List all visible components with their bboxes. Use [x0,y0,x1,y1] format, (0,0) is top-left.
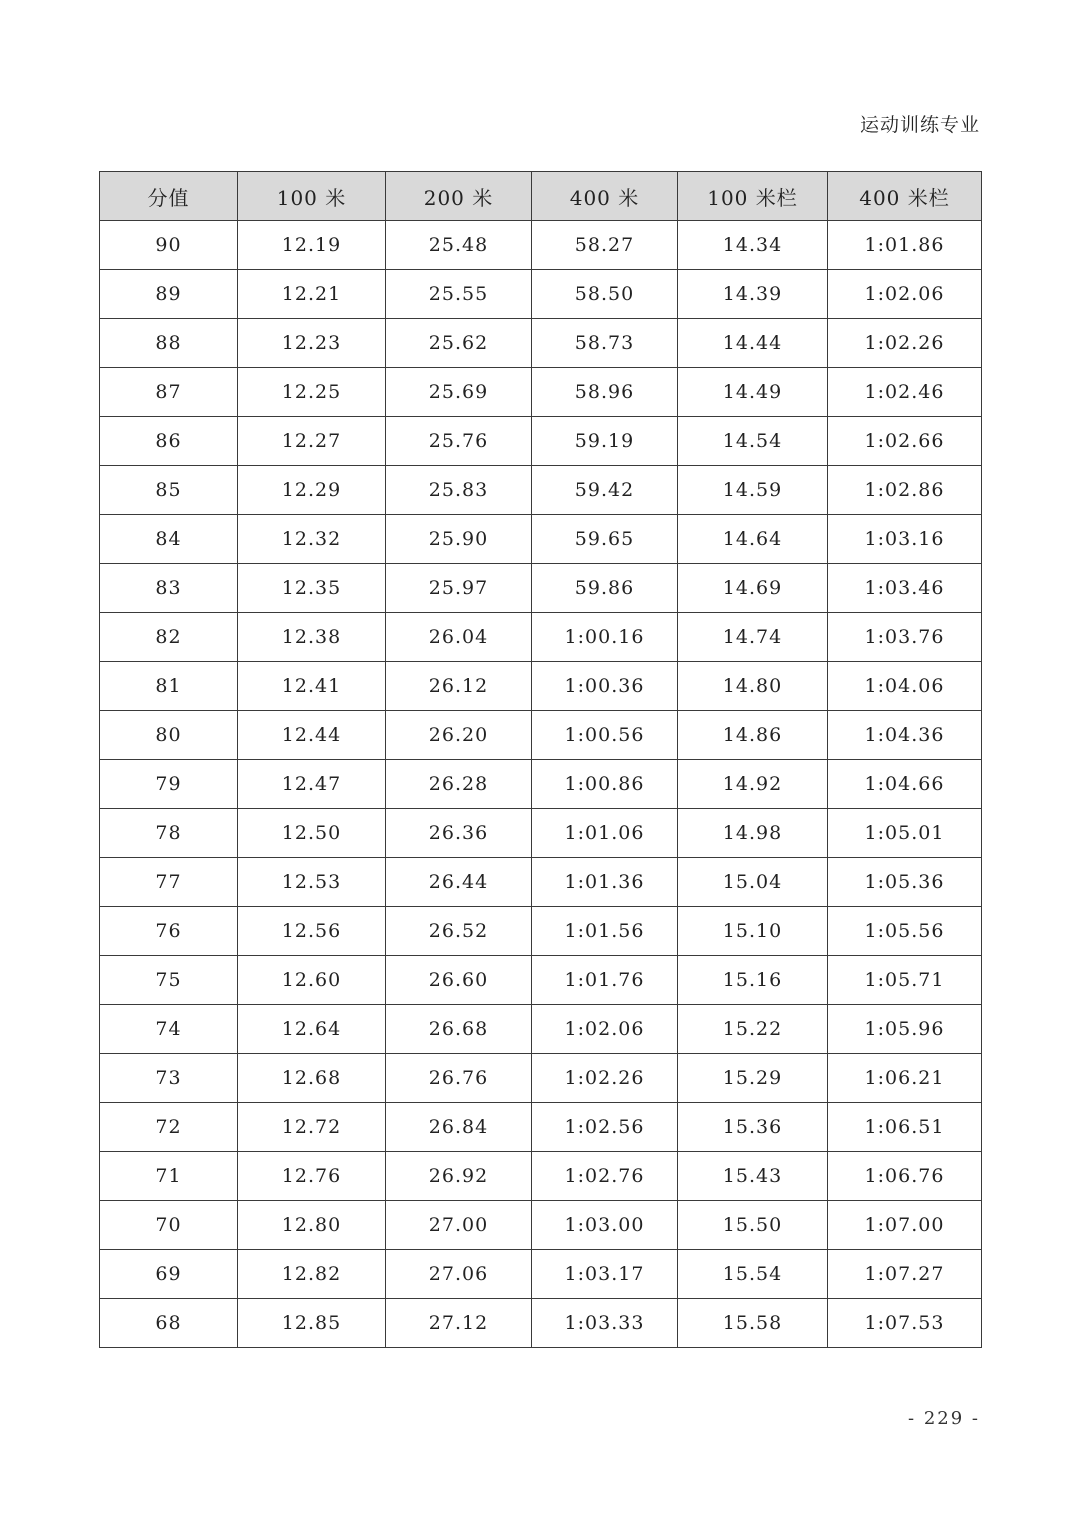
cell-score: 88 [100,319,238,368]
cell-score: 68 [100,1299,238,1348]
cell-400m: 1:02.26 [532,1054,678,1103]
table-row [100,956,982,1005]
cell-400m: 1:01.36 [532,858,678,907]
cell-100m-hurdles: 15.10 [678,907,828,956]
cell-400m-hurdles: 1:07.00 [828,1201,982,1250]
cell-400m-hurdles: 1:06.21 [828,1054,982,1103]
cell-score: 71 [100,1152,238,1201]
cell-100m-hurdles: 15.50 [678,1201,828,1250]
cell-400m: 58.27 [532,221,678,270]
cell-400m: 58.73 [532,319,678,368]
cell-100m: 12.21 [238,270,386,319]
cell-200m: 26.04 [386,613,532,662]
table-row [100,1299,982,1348]
cell-400m: 1:03.33 [532,1299,678,1348]
cell-400m: 1:02.56 [532,1103,678,1152]
cell-400m: 1:02.06 [532,1005,678,1054]
cell-score: 82 [100,613,238,662]
cell-200m: 26.60 [386,956,532,1005]
cell-400m-hurdles: 1:02.86 [828,466,982,515]
cell-200m: 26.68 [386,1005,532,1054]
table-row [100,1152,982,1201]
cell-100m: 12.47 [238,760,386,809]
cell-400m: 59.65 [532,515,678,564]
cell-400m: 1:01.56 [532,907,678,956]
cell-400m: 1:03.00 [532,1201,678,1250]
cell-score: 86 [100,417,238,466]
cell-score: 77 [100,858,238,907]
cell-100m-hurdles: 14.92 [678,760,828,809]
table-row [100,221,982,270]
cell-200m: 27.00 [386,1201,532,1250]
cell-100m: 12.72 [238,1103,386,1152]
column-header-score: 分值 [100,172,238,221]
table-row [100,1054,982,1103]
cell-score: 81 [100,662,238,711]
cell-score: 80 [100,711,238,760]
table-row [100,270,982,319]
cell-100m: 12.23 [238,319,386,368]
cell-100m: 12.53 [238,858,386,907]
cell-100m-hurdles: 15.43 [678,1152,828,1201]
cell-400m: 58.96 [532,368,678,417]
cell-200m: 25.97 [386,564,532,613]
cell-score: 79 [100,760,238,809]
column-header-400m-hurdles: 400 米栏 [828,172,982,221]
cell-400m: 1:01.06 [532,809,678,858]
cell-100m: 12.19 [238,221,386,270]
cell-200m: 25.90 [386,515,532,564]
cell-score: 75 [100,956,238,1005]
table-row [100,613,982,662]
cell-400m-hurdles: 1:05.96 [828,1005,982,1054]
cell-100m: 12.76 [238,1152,386,1201]
cell-100m: 12.80 [238,1201,386,1250]
cell-200m: 26.76 [386,1054,532,1103]
table-row [100,711,982,760]
table-row [100,760,982,809]
cell-200m: 26.92 [386,1152,532,1201]
column-header-200m: 200 米 [386,172,532,221]
cell-score: 89 [100,270,238,319]
cell-400m: 59.19 [532,417,678,466]
cell-400m-hurdles: 1:03.46 [828,564,982,613]
table-row [100,1201,982,1250]
table-row [100,319,982,368]
cell-score: 70 [100,1201,238,1250]
cell-score: 78 [100,809,238,858]
cell-100m: 12.32 [238,515,386,564]
cell-100m: 12.29 [238,466,386,515]
column-header-100m-hurdles: 100 米栏 [678,172,828,221]
score-table [99,171,982,1348]
cell-score: 76 [100,907,238,956]
cell-100m-hurdles: 15.54 [678,1250,828,1299]
cell-200m: 27.06 [386,1250,532,1299]
cell-200m: 25.62 [386,319,532,368]
cell-400m-hurdles: 1:05.71 [828,956,982,1005]
cell-400m-hurdles: 1:03.16 [828,515,982,564]
cell-score: 85 [100,466,238,515]
table-row [100,809,982,858]
cell-400m: 1:00.16 [532,613,678,662]
cell-200m: 26.12 [386,662,532,711]
table-row [100,515,982,564]
cell-400m-hurdles: 1:05.56 [828,907,982,956]
cell-100m-hurdles: 14.74 [678,613,828,662]
cell-400m-hurdles: 1:02.46 [828,368,982,417]
cell-100m-hurdles: 14.64 [678,515,828,564]
cell-400m-hurdles: 1:03.76 [828,613,982,662]
cell-100m: 12.27 [238,417,386,466]
cell-400m: 59.86 [532,564,678,613]
cell-100m: 12.82 [238,1250,386,1299]
cell-200m: 27.12 [386,1299,532,1348]
cell-100m: 12.50 [238,809,386,858]
cell-400m: 1:03.17 [532,1250,678,1299]
cell-score: 84 [100,515,238,564]
cell-100m: 12.38 [238,613,386,662]
cell-400m-hurdles: 1:06.76 [828,1152,982,1201]
cell-100m: 12.44 [238,711,386,760]
cell-score: 83 [100,564,238,613]
cell-400m: 1:02.76 [532,1152,678,1201]
table-row [100,1103,982,1152]
cell-200m: 26.28 [386,760,532,809]
column-header-100m: 100 米 [238,172,386,221]
cell-100m: 12.85 [238,1299,386,1348]
cell-score: 74 [100,1005,238,1054]
table-row [100,858,982,907]
cell-400m: 1:01.76 [532,956,678,1005]
running-header: 运动训练专业 [859,114,980,136]
cell-100m: 12.64 [238,1005,386,1054]
cell-400m-hurdles: 1:01.86 [828,221,982,270]
cell-100m-hurdles: 14.34 [678,221,828,270]
cell-100m-hurdles: 14.69 [678,564,828,613]
cell-400m: 1:00.36 [532,662,678,711]
cell-400m: 58.50 [532,270,678,319]
column-header-400m: 400 米 [532,172,678,221]
table-row [100,368,982,417]
cell-100m: 12.56 [238,907,386,956]
cell-400m: 1:00.56 [532,711,678,760]
cell-100m-hurdles: 14.59 [678,466,828,515]
cell-100m-hurdles: 14.80 [678,662,828,711]
cell-100m-hurdles: 15.29 [678,1054,828,1103]
cell-score: 69 [100,1250,238,1299]
table-row [100,466,982,515]
cell-400m-hurdles: 1:04.66 [828,760,982,809]
cell-100m-hurdles: 14.98 [678,809,828,858]
cell-400m-hurdles: 1:04.06 [828,662,982,711]
cell-100m: 12.25 [238,368,386,417]
cell-200m: 26.84 [386,1103,532,1152]
table-row [100,662,982,711]
cell-400m-hurdles: 1:07.27 [828,1250,982,1299]
cell-400m-hurdles: 1:02.06 [828,270,982,319]
cell-200m: 26.36 [386,809,532,858]
cell-200m: 25.83 [386,466,532,515]
cell-100m-hurdles: 14.49 [678,368,828,417]
cell-200m: 26.52 [386,907,532,956]
cell-100m-hurdles: 14.54 [678,417,828,466]
table-row [100,907,982,956]
cell-100m-hurdles: 15.36 [678,1103,828,1152]
cell-400m-hurdles: 1:02.66 [828,417,982,466]
cell-200m: 25.55 [386,270,532,319]
cell-100m-hurdles: 15.22 [678,1005,828,1054]
cell-100m-hurdles: 15.04 [678,858,828,907]
cell-400m-hurdles: 1:02.26 [828,319,982,368]
table-row [100,1250,982,1299]
cell-200m: 26.20 [386,711,532,760]
cell-100m-hurdles: 14.86 [678,711,828,760]
cell-100m-hurdles: 15.16 [678,956,828,1005]
table-row [100,417,982,466]
cell-400m: 59.42 [532,466,678,515]
table-body [100,221,982,1348]
cell-400m-hurdles: 1:05.01 [828,809,982,858]
cell-200m: 26.44 [386,858,532,907]
cell-100m: 12.60 [238,956,386,1005]
cell-400m-hurdles: 1:07.53 [828,1299,982,1348]
cell-400m-hurdles: 1:04.36 [828,711,982,760]
cell-score: 72 [100,1103,238,1152]
cell-400m: 1:00.86 [532,760,678,809]
cell-400m-hurdles: 1:06.51 [828,1103,982,1152]
cell-100m-hurdles: 15.58 [678,1299,828,1348]
page-number: - 229 - [908,1408,980,1429]
table-row [100,564,982,613]
cell-score: 73 [100,1054,238,1103]
cell-200m: 25.69 [386,368,532,417]
table-header-row [100,172,982,221]
cell-100m: 12.68 [238,1054,386,1103]
cell-100m-hurdles: 14.39 [678,270,828,319]
cell-100m-hurdles: 14.44 [678,319,828,368]
cell-100m: 12.41 [238,662,386,711]
table-row [100,1005,982,1054]
cell-score: 87 [100,368,238,417]
cell-score: 90 [100,221,238,270]
cell-400m-hurdles: 1:05.36 [828,858,982,907]
cell-200m: 25.48 [386,221,532,270]
cell-100m: 12.35 [238,564,386,613]
cell-200m: 25.76 [386,417,532,466]
